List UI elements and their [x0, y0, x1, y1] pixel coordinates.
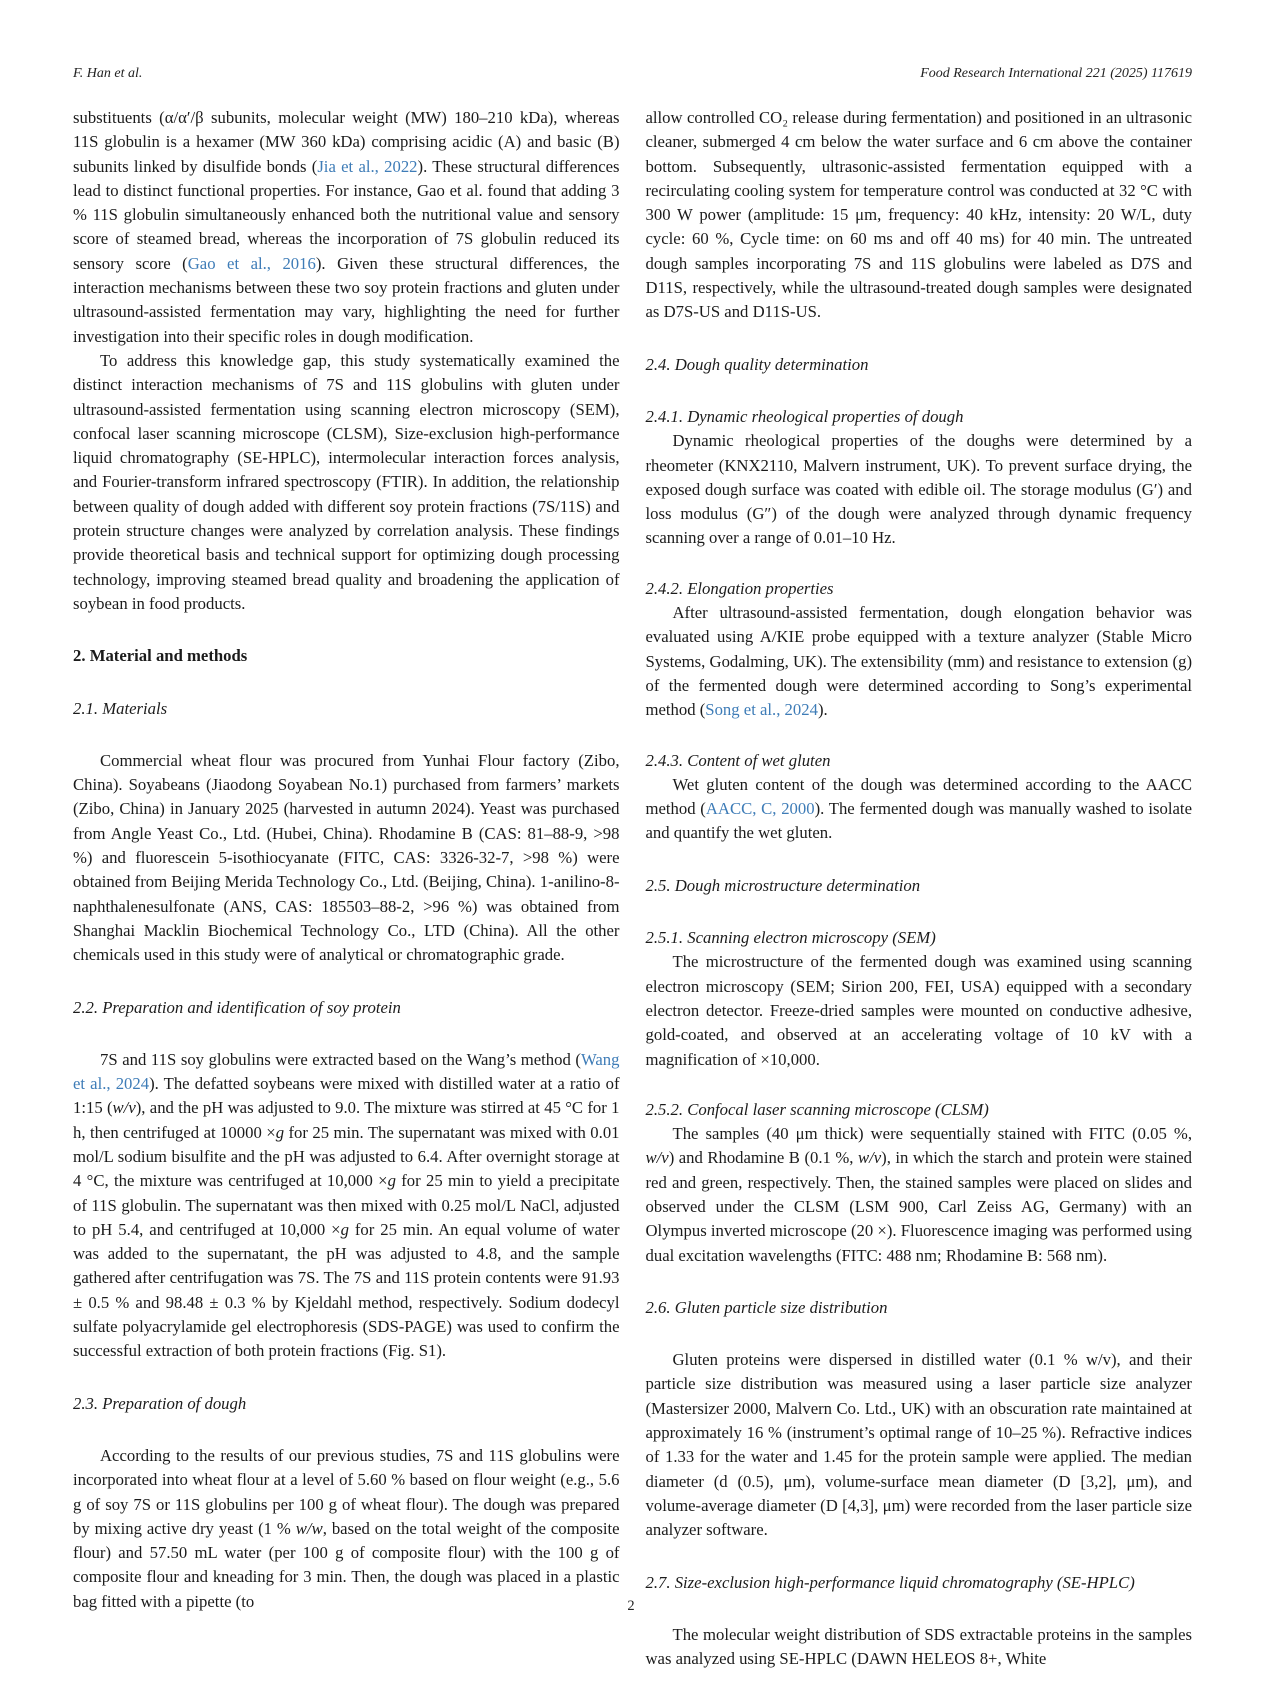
citation-link[interactable]: Wang et al., 2024	[73, 1049, 620, 1094]
section-heading: 2.7. Size-exclusion high-performance liquid chromatography (SE-HPLC)	[645, 1572, 1135, 1592]
italic-text: g	[340, 1219, 349, 1239]
italic-text: w/w	[295, 1518, 323, 1538]
running-journal: Food Research International 221 (2025) 117619	[920, 66, 1192, 81]
section-heading: 2.2. Preparation and identification of soy protein	[73, 997, 401, 1017]
section-heading: 2.6. Gluten particle size distribution	[645, 1297, 888, 1317]
section-heading: 2.1. Materials	[73, 698, 168, 718]
running-author: F. Han et al.	[73, 66, 143, 81]
paragraph: allow controlled CO₂ release during fermentation) and positioned in an ultrasonic cleaner, submerged 4 cm below the water surface and 6 cm above the container bottom. Subsequently, ultrasonic-assisted fermentation equipped with a recirculating cooling system for temperature control was conducted at 32 °C with 300 W power (amplitude: 15 μm, frequency: 40 kHz, intensity: 20 W/L, duty cycle: 60 %, Cycle time: on 60 ms and off 40 ms) for 40 min. The untreated dough samples incorporating 7S and 11S globulins were labeled as D7S and D11S, respectively, while the ultrasound-treated dough samples were designated as D7S-US and D11S-US.	[645, 108, 1192, 322]
section-heading: 2.4. Dough quality determination	[645, 354, 869, 374]
section-heading: 2.5.1. Scanning electron microscopy (SEM)	[645, 928, 936, 948]
citation-link[interactable]: AACC, C, 2000	[705, 799, 815, 819]
italic-text: g	[387, 1171, 396, 1191]
section-heading: 2.5.2. Confocal laser scanning microscope (CLSM)	[645, 1099, 989, 1119]
left-column	[73, 106, 620, 1671]
right-column	[646, 106, 1193, 1671]
section-heading: 2. Material and methods	[73, 646, 248, 666]
citation-link[interactable]: Jia et al., 2022	[317, 156, 418, 176]
paragraph: After ultrasound-assisted fermentation, dough elongation behavior was evaluated using A/KIE probe equipped with a texture analyzer (Stable Micro Systems, Godalming, UK). The extensibility (mm) and resistance to extension (g) of the fermented dough were determined according to Song’s experimental method (Song et al., 2024).	[645, 603, 1192, 720]
paragraph: The microstructure of the fermented dough was examined using scanning electron microscopy (SEM; Sirion 200, FEI, USA) equipped with a secondary electron detector. Freeze-dried samples were mounted on conductive adhesive, gold-coated, and observed at an accelerating voltage of 10 kV with a magnification of ×10,000.	[645, 952, 1192, 1069]
paragraph: Dynamic rheological properties of the doughs were determined by a rheometer (KNX2110, Malvern instrument, UK). To prevent surface drying, the exposed dough surface was coated with edible oil. The storage modulus (G′) and loss modulus (G″) of the dough were analyzed through dynamic frequency scanning over a range of 0.01–10 Hz.	[645, 431, 1192, 548]
page-header	[73, 66, 1192, 82]
paragraph: substituents (α/α′/β subunits, molecular weight (MW) 180–210 kDa), whereas 11S globulin is a hexamer (MW 360 kDa) comprising acidic (A) and basic (B) subunits linked by disulfide bonds (Jia et al., 2022). These structural differences lead to distinct functional properties. For instance, Gao et al. found that adding 3 % 11S globulin simultaneously enhanced both the nutritional value and sensory score of steamed bread, whereas the incorporation of 7S globulin reduced its sensory score (Gao et al., 2016). Given these structural differences, the interaction mechanisms between these two soy protein fractions and gluten under ultrasound-assisted fermentation may vary, highlighting the need for further investigation into their specific roles in dough modification.	[73, 108, 620, 346]
section-heading: 2.3. Preparation of dough	[73, 1393, 247, 1413]
italic-text: w/v	[112, 1098, 136, 1118]
italic-text: w/v	[645, 1148, 669, 1168]
paragraph: According to the results of our previous studies, 7S and 11S globulins were incorporated into wheat flour at a level of 5.60 % based on flour weight (e.g., 5.6 g of soy 7S or 11S globulins per 100 g of wheat flour). The dough was prepared by mixing active dry yeast (1 % w/w, based on the total weight of the composite flour) and 57.50 mL water (per 100 g of composite flour) with the 100 g of composite flour and kneading for 3 min. Then, the dough was placed in a plastic bag fitted with a pipette (to	[73, 1445, 620, 1611]
italic-text: g	[275, 1122, 285, 1142]
two-column-body	[73, 106, 1192, 1671]
section-heading: 2.4.3. Content of wet gluten	[645, 750, 831, 770]
page-number: 2	[627, 1598, 635, 1614]
paragraph: 7S and 11S soy globulins were extracted based on the Wang’s method (Wang et al., 2024). The defatted soybeans were mixed with distilled water at a ratio of 1:15 (w/v), and the pH was adjusted to 9.0. The mixture was stirred at 45 °C for 1 h, then centrifuged at 10000 ×g for 25 min. The supernatant was mixed with 0.01 mol/L sodium bisulfite and the pH was adjusted to 6.4. After overnight storage at 4 °C, the mixture was centrifuged at 10,000 ×g for 25 min to yield a precipitate of 11S globulin. The supernatant was then mixed with 0.25 mol/L NaCl, adjusted to pH 5.4, and centrifuged at 10,000 ×g for 25 min. An equal volume of water was added to the supernatant, the pH was adjusted to 4.8, and the sample gathered after centrifugation was 7S. The 7S and 11S protein contents were 91.93 ± 0.5 % and 98.48 ± 0.3 % by Kjeldahl method, respectively. Sodium dodecyl sulfate polyacrylamide gel electrophoresis (SDS-PAGE) was used to confirm the successful extraction of both protein fractions (Fig. S1).	[73, 1049, 620, 1361]
section-heading: 2.4.2. Elongation properties	[645, 578, 834, 598]
italic-text: w/v	[857, 1148, 882, 1168]
paragraph: Commercial wheat flour was procured from Yunhai Flour factory (Zibo, China). Soyabeans (Jiaodong Soyabean No.1) purchased from farmers’ markets (Zibo, China) in January 2025 (harvested in autumn 2024). Yeast was purchased from Angle Yeast Co., Ltd. (Hubei, China). Rhodamine B (CAS: 81–88-9, >98 %) and fluorescein 5-isothiocyanate (FITC, CAS: 3326-32-7, >98 %) were obtained from Beijing Merida Technology Co., Ltd. (Beijing, China). 1-anilino-8-naphthalenesulfonate (ANS, CAS: 185503–88-2, >96 %) was obtained from Shanghai Macklin Biochemical Technology Co., LTD (China). All the other chemicals used in this study were of analytical or chromatographic grade.	[73, 750, 620, 965]
paragraph: Wet gluten content of the dough was determined according to the AACC method (AACC, C, 2000). The fermented dough was manually washed to isolate and quantify the wet gluten.	[645, 774, 1192, 843]
paragraph: Gluten proteins were dispersed in distilled water (0.1 % w/v), and their particle size distribution was measured using a laser particle size analyzer (Mastersizer 2000, Malvern Co. Ltd., UK) with an obscuration rate maintained at approximately 16 % (instrument’s optimal range of 10–25 %). Refractive indices of 1.33 for the water and 1.45 for the protein sample were applied. The median diameter (d (0.5), μm), volume-surface mean diameter (D [3,2], μm), and volume-average diameter (D [4,3], μm) were recorded from the laser particle size analyzer software.	[645, 1350, 1192, 1540]
paragraph: The samples (40 μm thick) were sequentially stained with FITC (0.05 %, w/v) and Rhodamine B (0.1 %, w/v), in which the starch and protein were stained red and green, respectively. Then, the stained samples were placed on slides and observed under the CLSM (LSM 900, Carl Zeiss AG, Germany) with an Olympus inverted microscope (20 ×). Fluorescence imaging was performed using dual excitation wavelengths (FITC: 488 nm; Rhodamine B: 568 nm).	[645, 1124, 1192, 1265]
citation-link[interactable]: Song et al., 2024	[705, 700, 818, 720]
paragraph: To address this knowledge gap, this study systematically examined the distinct interaction mechanisms of 7S and 11S globulins with gluten under ultrasound-assisted fermentation using scanning electron microscopy (SEM), confocal laser scanning microscope (CLSM), Size-exclusion high-performance liquid chromatography (SE-HPLC), intermolecular interaction forces analysis, and Fourier-transform infrared spectroscopy (FTIR). In addition, the relationship between quality of dough added with different soy protein fractions (7S/11S) and protein structure changes were analyzed by correlation analysis. These findings provide theoretical basis and technical support for optimizing dough processing technology, improving steamed bread quality and broadening the application of soybean in food products.	[73, 350, 620, 613]
section-heading: 2.5. Dough microstructure determination	[645, 875, 921, 895]
citation-link[interactable]: Gao et al., 2016	[187, 253, 316, 273]
section-heading: 2.4.1. Dynamic rheological properties of dough	[645, 406, 964, 426]
paragraph: The molecular weight distribution of SDS extractable proteins in the samples was analyzed using SE-HPLC (DAWN HELEOS 8+, White	[645, 1624, 1192, 1669]
